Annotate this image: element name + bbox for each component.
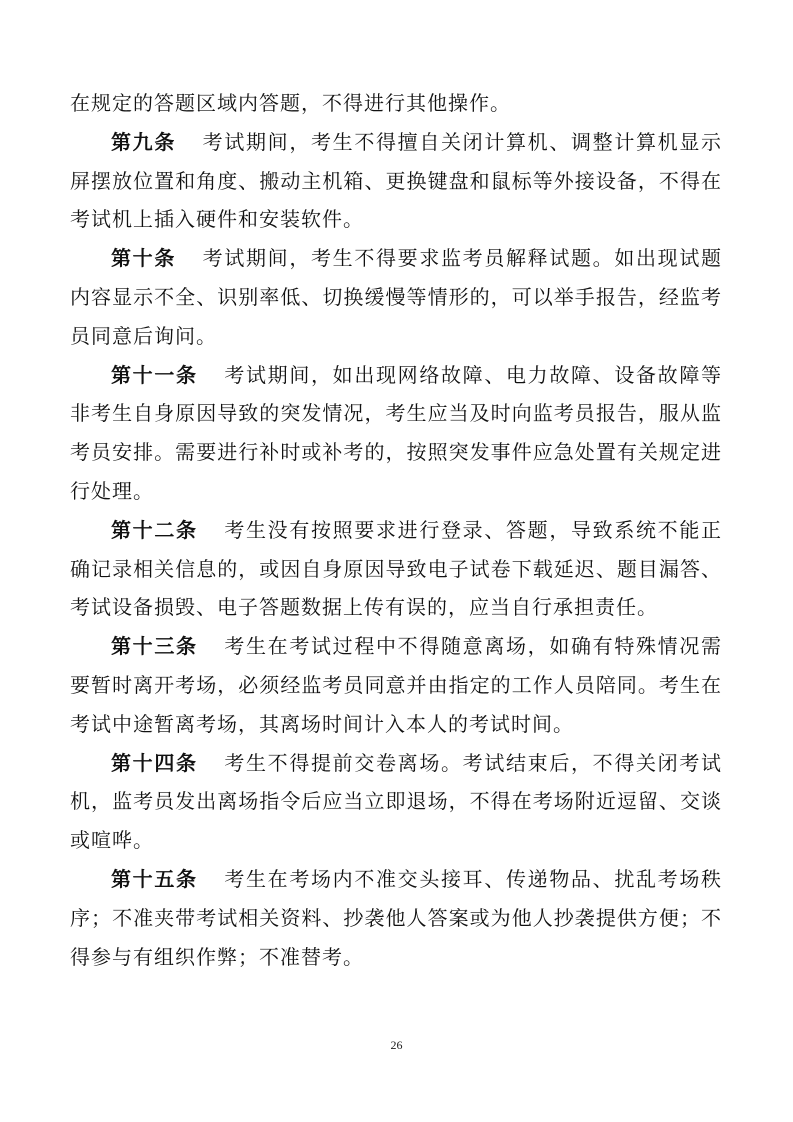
article-text: 考生不得提前交卷离场。考试结束后，不得关闭考试机，监考员发出离场指令后应当立即退场，不得在考场附近逗留、交谈或喧哗。 bbox=[70, 750, 723, 853]
article-text: 考生在考场内不准交头接耳、传递物品、扰乱考场秩序；不准夹带考试相关资料、抄袭他人答案或为他人抄袭提供方便；不得参与有组织作弊；不准替考。 bbox=[70, 866, 723, 969]
article-text: 考生没有按照要求进行登录、答题，导致系统不能正确记录相关信息的，或因自身原因导致电子试卷下载延迟、题目漏答、考试设备损毁、电子答题数据上传有误的，应当自行承担责任。 bbox=[70, 517, 723, 620]
article-title: 第十三条 bbox=[111, 634, 198, 659]
article-text: 考试期间，考生不得要求监考员解释试题。如出现试题内容显示不全、识别率低、切换缓慢等情形的，可以举手报告，经监考员同意后询问。 bbox=[70, 246, 722, 348]
article-text: 考生在考试过程中不得随意离场，如确有特殊情况需要暂时离开考场，必须经监考员同意并由指定的工作人员陪同。考生在考试中途暂离考场，其离场时间计入本人的考试时间。 bbox=[70, 634, 723, 736]
article-title: 第十五条 bbox=[111, 866, 198, 891]
paragraph-continuation bbox=[70, 84, 722, 123]
article-9 bbox=[70, 123, 722, 239]
paragraph-text: 在规定的答题区域内答题，不得进行其他操作。 bbox=[70, 91, 511, 115]
page-number: 26 bbox=[390, 1038, 403, 1052]
article-text: 考试期间，如出现网络故障、电力故障、设备故障等非考生自身原因导致的突发情况，考生应当及时向监考员报告，服从监考员安排。需要进行补时或补考的，按照突发事件应急处置有关规定进行处理。 bbox=[70, 362, 723, 503]
article-title: 第九条 bbox=[111, 129, 176, 154]
article-14 bbox=[70, 744, 722, 860]
article-title: 第十二条 bbox=[111, 517, 198, 542]
article-text: 考试期间，考生不得擅自关闭计算机、调整计算机显示屏摆放位置和角度、搬动主机箱、更换键盘和鼠标等外接设备，不得在考试机上插入硬件和安装软件。 bbox=[70, 129, 722, 232]
article-10 bbox=[70, 239, 722, 355]
article-15 bbox=[70, 860, 722, 976]
article-title: 第十条 bbox=[111, 246, 176, 271]
article-title: 第十四条 bbox=[111, 750, 198, 775]
article-11 bbox=[70, 356, 722, 511]
document-body bbox=[70, 84, 722, 976]
article-12 bbox=[70, 511, 722, 627]
article-title: 第十一条 bbox=[111, 362, 198, 387]
article-13 bbox=[70, 627, 722, 743]
